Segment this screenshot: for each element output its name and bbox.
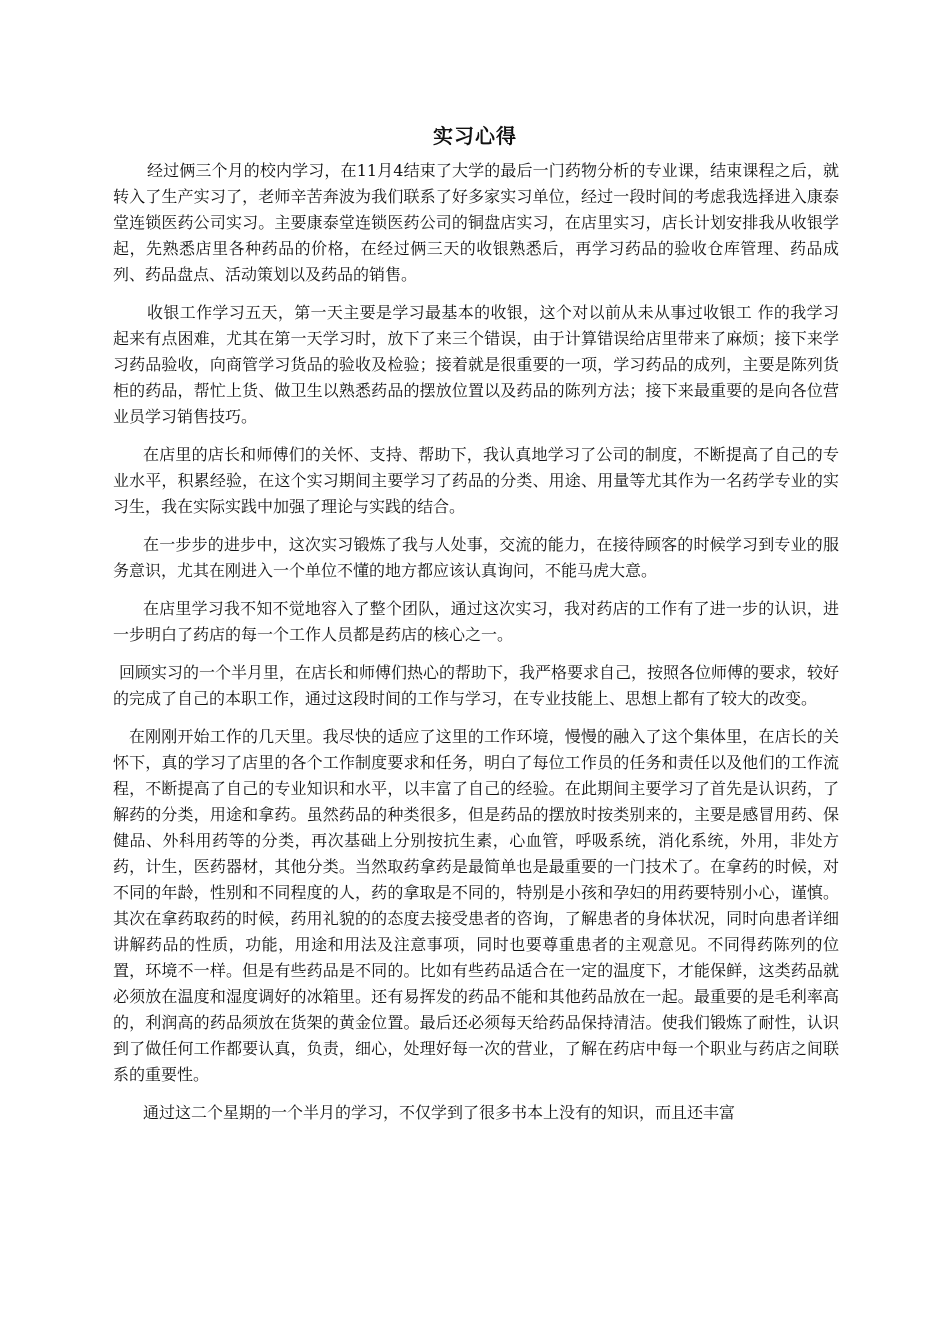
paragraph: 在店里的店长和师傅们的关怀、支持、帮助下，我认真地学习了公司的制度，不断提高了自己的专业水平，积累经验，在这个实习期间主要学习了药品的分类、用途、用量等尤其作为一名药学专业的实习生，我在实际实践中加强了理论与实践的结合。 (113, 445, 839, 516)
document-body (113, 158, 839, 1138)
paragraph: 收银工作学习五天，第一天主要是学习最基本的收银，这个对以前从未从事过收银工 作的我学习起来有点困难，尤其在第一天学习时，放下了来三个错误，由于计算错误给店里带来了麻烦；接下来学习药品验收，向商管学习货品的验收及检验；接着就是很重要的一项，学习药品的成列，主要是陈列货柜的药品，帮忙上货、做卫生以熟悉药品的摆放位置以及药品的陈列方法；接下来最重要的是向各位营业员学习销售技巧。 (113, 303, 839, 426)
document-title: 实习心得 (433, 124, 517, 148)
paragraph: 在一步步的进步中，这次实习锻炼了我与人处事，交流的能力，在接待顾客的时候学习到专业的服务意识，尤其在刚进入一个单位不懂的地方都应该认真询问，不能马虎大意。 (113, 535, 839, 580)
paragraph: 在刚刚开始工作的几天里。我尽快的适应了这里的工作环境，慢慢的融入了这个集体里，在店长的关怀下，真的学习了店里的各个工作制度要求和任务，明白了每位工作员的任务和责任以及他们的工作流程，不断提高了自己的专业知识和水平，以丰富了自己的经验。在此期间主要学习了首先是认识药，了解药的分类，用途和拿药。虽然药品的种类很多，但是药品的摆放时按类别来的，主要是感冒用药、保健品、外科用药等的分类，再次基础上分别按抗生素，心血管，呼吸系统，消化系统，外用，非处方药，计生，医药器材，其他分类。当然取药拿药是最简单也是最重要的一门技术了。在拿药的时候，对不同的年龄，性别和不同程度的人，药的拿取是不同的，特别是小孩和孕妇的用药要特别小心，谨慎。其次在拿药取药的时候，药用礼貌的的态度去接受患者的咨询，了解患者的身体状况，同时向患者详细讲解药品的性质，功能，用途和用法及注意事项，同时也要尊重患者的主观意见。不同得药陈列的位置，环境不一样。但是有些药品是不同的。比如有些药品适合在一定的温度下，才能保鲜，这类药品就必须放在温度和湿度调好的冰箱里。还有易挥发的药品不能和其他药品放在一起。最重要的是毛利率高的，利润高的药品须放在货架的黄金位置。最后还必须每天给药品保持清洁。使我们锻炼了耐性，认识到了做任何工作都要认真，负责，细心，处理好每一次的营业，了解在药店中每一个职业与药店之间联系的重要性。 (113, 727, 839, 1084)
paragraph: 通过这二个星期的一个半月的学习，不仅学到了很多书本上没有的知识，而且还丰富 (143, 1103, 736, 1122)
paragraph: 经过俩三个月的校内学习，在11月4结束了大学的最后一门药物分析的专业课，结束课程之后，就转入了生产实习了，老师辛苦奔波为我们联系了好多家实习单位，经过一段时间的考虑我选择进入康泰堂连锁医药公司实习。主要康泰堂连锁医药公司的铜盘店实习，在店里实习，店长计划安排我从收银学起，先熟悉店里各种药品的价格，在经过俩三天的收银熟悉后，再学习药品的验收仓库管理、药品成列、药品盘点、活动策划以及药品的销售。 (113, 161, 839, 284)
paragraph: 在店里学习我不知不觉地容入了整个团队，通过这次实习，我对药店的工作有了进一步的认识，进一步明白了药店的每一个工作人员都是药店的核心之一。 (113, 599, 839, 644)
paragraph: 回顾实习的一个半月里，在店长和师傅们热心的帮助下，我严格要求自己，按照各位师傅的要求，较好的完成了自己的本职工作，通过这段时间的工作与学习，在专业技能上、思想上都有了较大的改变。 (113, 663, 840, 708)
